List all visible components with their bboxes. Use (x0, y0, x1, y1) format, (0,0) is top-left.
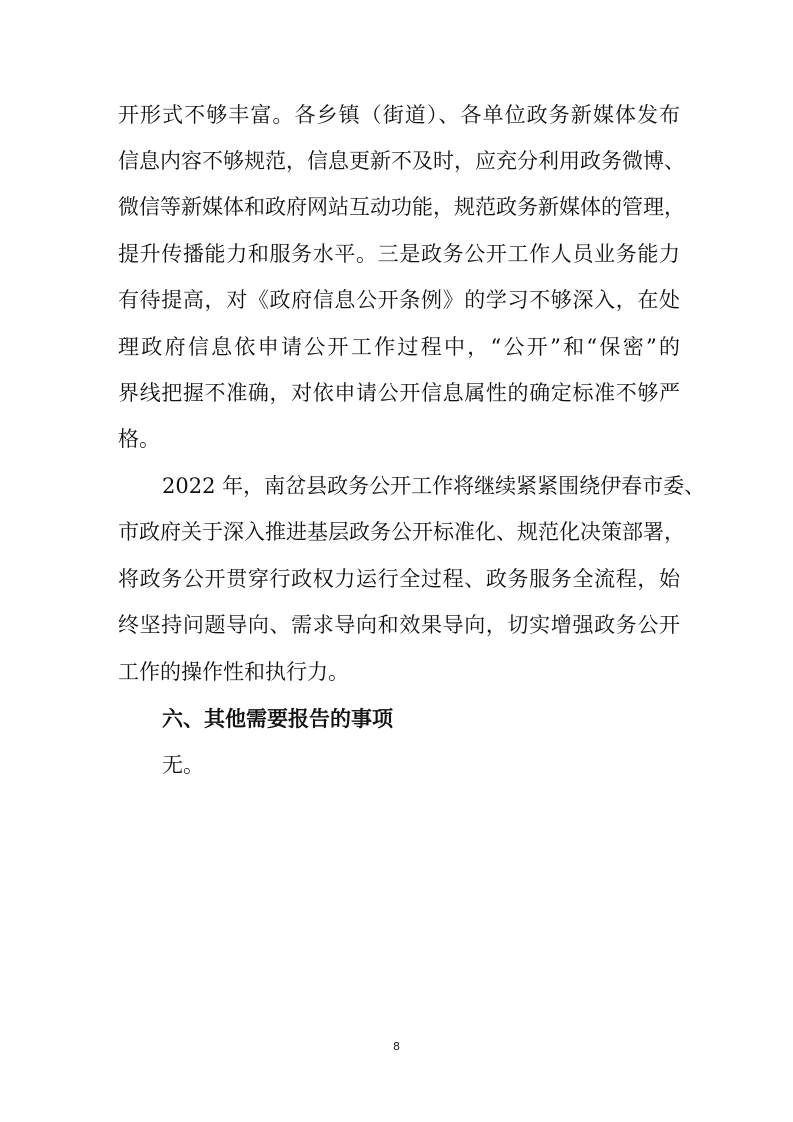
paragraph-2-line: 终坚持问题导向、需求导向和效果导向，切实增强政务公开 (118, 613, 680, 637)
paragraph-1-line: 界线把握不准确，对依申请公开信息属性的确定标准不够严 (118, 381, 680, 405)
paragraph-2-line: 2022 年，南岔县政务公开工作将继续紧紧围绕伊春市委、 (162, 474, 706, 498)
page-number: 8 (393, 1040, 400, 1053)
section-body: 无。 (162, 753, 204, 777)
paragraph-1-line: 有待提高，对《政府信息公开条例》的学习不够深入，在处 (118, 288, 680, 312)
paragraph-1-line: 格。 (118, 427, 160, 451)
paragraph-1-line: 开形式不够丰富。各乡镇（街道）、各单位政务新媒体发布 (118, 103, 680, 127)
paragraph-1-line: 信息内容不够规范，信息更新不及时，应充分利用政务微博、 (118, 149, 685, 173)
paragraph-2-line: 市政府关于深入推进基层政务公开标准化、规范化决策部署， (118, 520, 685, 544)
paragraph-1-line: 理政府信息依申请公开工作过程中，“公开”和“保密”的 (118, 335, 680, 359)
section-heading: 六、其他需要报告的事项 (162, 707, 393, 731)
paragraph-1-line: 微信等新媒体和政府网站互动功能，规范政务新媒体的管理， (118, 195, 685, 219)
paragraph-2-line: 将政务公开贯穿行政权力运行全过程、政务服务全流程，始 (118, 567, 680, 591)
paragraph-1-line: 提升传播能力和服务水平。三是政务公开工作人员业务能力 (118, 242, 680, 266)
paragraph-2-line: 工作的操作性和执行力。 (118, 660, 349, 684)
